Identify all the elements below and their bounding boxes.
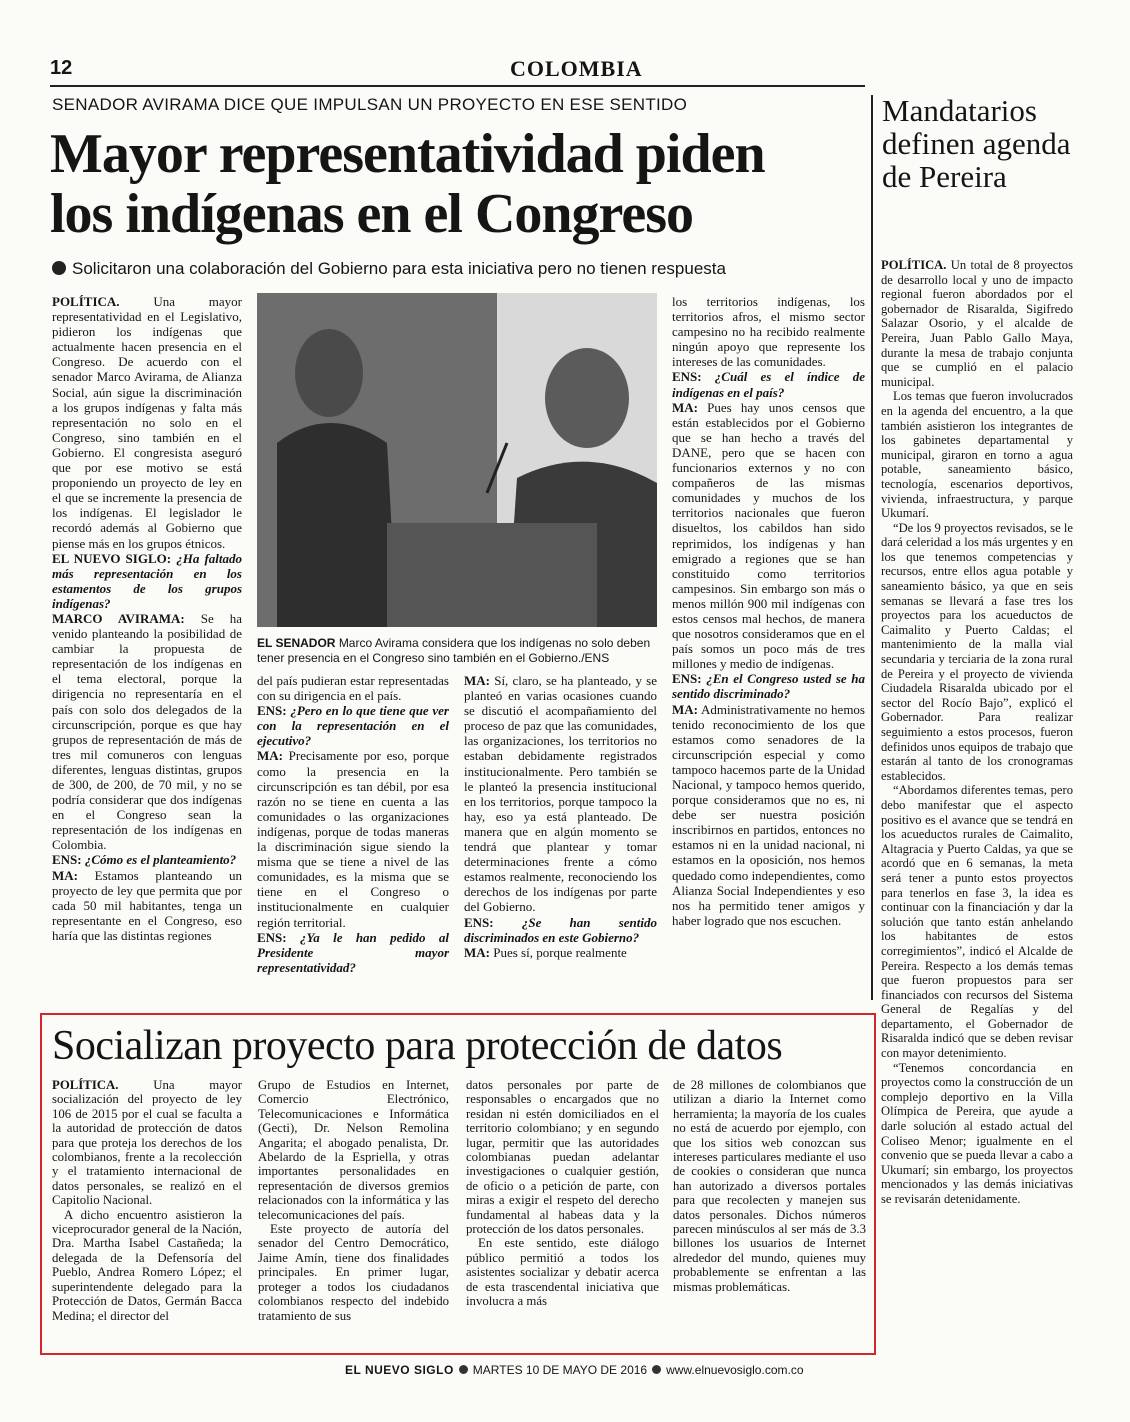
- footer: [345, 1363, 804, 1377]
- bottom-column-3: [466, 1078, 659, 1346]
- paragraph-text: Grupo de Estudios en Internet, Comercio Electrónico, Telecomunicaciones e Informática (Gecti), Dr. Nelson Remolina Angarita; el abogado penalista, Dr. Abelardo de la Espriella, y otras importantes personalidades en representación de diversos gremios relacionados con la informática y las telecomunicaciones del país.: [258, 1078, 449, 1222]
- paragraph-text: Una mayor socialización del proyecto de ley 106 de 2015 por el cual se faculta a la autoridad de protección de datos para que proteja los derechos de los colombianos, frente a la recolección y el tratamiento internacional de datos personales, se realizó en el Capitolio Nacional.: [52, 1078, 242, 1208]
- side-column: [881, 258, 1073, 1348]
- paragraph-lead: ENS:: [257, 703, 287, 719]
- interview-question: ¿Ya le han pedido al Presidente mayor representatividad?: [257, 929, 449, 975]
- header-rule: [50, 85, 865, 87]
- paragraph-text: Un total de 8 proyectos de desarrollo local y uno de impacto regional fueron abordados por el gobernador de Risaralda, Sigifredo Salazar Osorio, y el alcalde de Pereira, Juan Pablo Gallo Maya, durante la mesa de trabajo conjunta que se cumplió en el palacio municipal.: [881, 258, 1073, 389]
- paragraph-lead: MARCO AVIRAMA:: [52, 610, 185, 626]
- footer-url[interactable]: www.elnuevosiglo.com.co: [666, 1363, 804, 1377]
- photo-illustration: [257, 293, 657, 627]
- paragraph-lead: MA:: [464, 944, 490, 960]
- paragraph-text: “Tenemos concordancia en proyectos como la construcción de un complejo deportivo en la Villa Olímpica de Pereira, que ayude a darle solución al estado actual del Coliseo Menor; igualmente en el convenio que se pueda llevar a cabo a Ukumarí; sin embargo, los proyectos mencionados y las demás iniciativas se revisarán detenidamente.: [881, 1060, 1073, 1206]
- paragraph-text: Administrativamente no hemos tenido reconocimiento de los que estamos como senadores de la circunscripción especial y como tampoco hacemos parte de la Unidad Nacional, y tampoco hemos querido, porque consideramos que no es, ni debe ser nuestra posición inscribirnos en partidos, entonces no estamos ni en la unidad nacional, ni estamos en la oposición, nos hemos quedado como independientes, como Alianza Social Independientes y eso nos ha permitido tener amigos y haber logrado que nos escuchen.: [672, 701, 865, 928]
- interview-question: ¿Cuál es el índice de indígenas en el país?: [672, 369, 865, 400]
- section-title: COLOMBIA: [510, 56, 643, 81]
- footer-date: MARTES 10 DE MAYO DE 2016: [472, 1363, 648, 1377]
- paragraph-lead: ENS:: [672, 671, 702, 687]
- paragraph: [673, 1078, 866, 1294]
- paragraph: [258, 1222, 449, 1323]
- paragraph-text: “De los 9 proyectos revisados, se le dará celeridad a los más urgentes y en los que tenemos competencias y recursos, entre ellos agua potable y saneamiento básico, ya que en seis semanas se llevará a fase tres los proyectos para los acueductos de Caimalito y Puerto Caldas; el mantenimiento de la malla vial secundaria y terciaria de la zona rural de Pereira y el proyecto de vivienda Ciudadela Risaralda ubicado por el sector del Rocío Bajo”, explicó el Gobernador. Para realizar seguimiento a estos procesos, fueron definidos unos equipos de trabajo que estarán al tanto de los cronogramas establecidos.: [881, 520, 1073, 783]
- bottom-headline: Socializan proyecto para protección de datos: [52, 1023, 783, 1069]
- paragraph-text: Sí, claro, se ha planteado, y se planteó en varias ocasiones cuando se discutió el acompañamiento del proceso de paz que las comunidades, las organizaciones, los territorios no estaban debidamente registrados institucionalmente. Pero también se le planteó la presencia institucional en los territorios, porque tampoco la hay, eso ya está planteado. De manera que en algún momento se tendrá que plantear y tomar determinaciones frente a cómo estamos realmente, reconociendo los derechos de los indígenas por parte del Gobierno.: [464, 673, 657, 915]
- main-column-3: [464, 673, 657, 988]
- paragraph: [881, 783, 1073, 1060]
- paragraph: [257, 673, 449, 703]
- bottom-column-4: [673, 1078, 866, 1346]
- paragraph: [464, 915, 657, 945]
- paragraph-text: Estamos planteando un proyecto de ley que permita que por cada 50 mil habitantes, tenga un representante en el Congreso, eso haría que las distintas regiones: [52, 867, 242, 943]
- paragraph-text: A dicho encuentro asistieron la viceprocurador general de la Nación, Dra. Martha Isabel Castañeda; la delegada de la Defensoría del Pueblo, Andrea Romero López; el superintendente delegado para la Protección de Datos, Germán Bacca Medina; el director del: [52, 1207, 242, 1323]
- photo-caption: EL SENADOR Marco Avirama considera que los indígenas no solo deben tener presencia en el Congreso sino también en el Gobierno./ENS: [257, 636, 651, 665]
- paragraph-lead: ENS:: [52, 852, 82, 868]
- paragraph-lead: EL NUEVO SIGLO:: [52, 550, 172, 566]
- paragraph: [52, 551, 242, 611]
- side-headline: Mandatarios definen agenda de Pereira: [882, 93, 1071, 194]
- paragraph: [257, 703, 449, 748]
- paragraph-lead: POLÍTICA.: [881, 258, 947, 272]
- paragraph: [52, 611, 242, 853]
- paragraph: [464, 673, 657, 915]
- bottom-column-2: [258, 1078, 449, 1346]
- paragraph-lead: MA:: [672, 701, 698, 717]
- paragraph: [52, 852, 242, 867]
- paragraph-lead: ENS:: [464, 914, 494, 930]
- paragraph-lead: MA:: [257, 748, 283, 764]
- footer-logo: EL NUEVO SIGLO: [345, 1363, 454, 1377]
- bullet-icon: [652, 1365, 661, 1374]
- paragraph-text: los territorios indígenas, los territorios afros, el mismo sector campesino no ha recibido realmente ningún apoyo que represente los intereses de las comunidades.: [672, 294, 865, 370]
- interview-question: ¿Se han sentido discriminados en este Gobierno?: [464, 914, 657, 945]
- paragraph-text: Pues sí, porque realmente: [490, 944, 627, 960]
- bottom-column-1: [52, 1078, 242, 1346]
- main-kicker: SENADOR AVIRAMA DICE QUE IMPULSAN UN PROYECTO EN ESE SENTIDO: [52, 95, 688, 114]
- paragraph: [258, 1078, 449, 1222]
- paragraph: [52, 1078, 242, 1208]
- paragraph: [466, 1078, 659, 1236]
- bullet-icon: [459, 1365, 468, 1374]
- paragraph-text: En este sentido, este diálogo público permitió a todos los asistentes socializar y debatir acerca de esta trascendental iniciativa que involucra a más: [466, 1236, 659, 1309]
- main-column-1: [52, 294, 242, 988]
- paragraph: [52, 1208, 242, 1323]
- main-column-2: [257, 673, 449, 988]
- senator-photo: [257, 293, 657, 627]
- paragraph: [672, 671, 865, 701]
- paragraph-text: Este proyecto de autoría del senador del Centro Democrático, Jaime Amín, tiene dos finalidades principales. En primer lugar, proteger a todos los ciudadanos colombianos respecto del indebido tratamiento de sus: [258, 1222, 449, 1323]
- paragraph-text: Se ha venido planteando la posibilidad de cambiar la propuesta de representación de los indígenas en el tema electoral, porque la dirigencia no representaría en el país con solo dos delegados de la circunscripción, porque es que hay grupos de representación de más de tres mil comuneros con lenguas diferentes, lenguas distintas, grupos de 300, de 200, de 70 mil, y no se podría considerar que dos indígenas en el Congreso sean la representación de los indígenas en Colombia.: [52, 610, 242, 853]
- main-deck: Solicitaron una colaboración del Gobierno para esta iniciativa pero no tienen respuesta: [52, 259, 726, 279]
- paragraph-lead: POLÍTICA.: [52, 294, 120, 309]
- paragraph: [881, 258, 1073, 389]
- main-headline: Mayor representatividad piden los indígenas en el Congreso: [50, 123, 765, 245]
- paragraph-lead: ENS:: [672, 369, 702, 385]
- interview-question: ¿Ha faltado más representación en los estamentos de los grupos indígenas?: [52, 550, 242, 611]
- main-column-4: [672, 294, 865, 988]
- paragraph-text: Los temas que fueron involucrados en la agenda del encuentro, a la que también asistieron los integrantes de los gabinetes departamental y municipal, giraron en torno a agua potable, saneamiento básico, tecnología, escenarios deportivos, vivienda, infraestructura, y parque Ukumarí.: [881, 389, 1073, 521]
- paragraph-text: del país pudieran estar representadas con su dirigencia en el país.: [257, 673, 449, 704]
- paragraph: [672, 400, 865, 672]
- paragraph: [881, 389, 1073, 520]
- paragraph: [257, 930, 449, 975]
- paragraph-lead: POLÍTICA.: [52, 1078, 119, 1092]
- paragraph-text: de 28 millones de colombianos que utilizan a diario la Internet como herramienta; la mayoría de los cuales no está de acuerdo por ejemplo, con que los sitios web conozcan sus intereses particulares mediante el uso de cookies o consideran que nunca han autorizado a diversos portales para que recolecten y manejen sus datos personales. Dichos números parecen minúsculos al ser más de 3.3 billones los usuarios de Internet alrededor del mundo, quienes muy probablemente se enfrentan a las mismas problemáticas.: [673, 1078, 866, 1294]
- paragraph-lead: MA:: [464, 673, 490, 688]
- paragraph-lead: ENS:: [257, 929, 287, 945]
- paragraph-text: Precisamente por eso, porque como la presencia en la circunscripción es tan débil, por esa razón no se tiene en cuenta a las comunidades o las organizaciones indígenas, porque de todas maneras la discriminación sigue siendo la misma que se tiene a nivel de las comunidades, es la misma que se tiene en el Congreso o institucionalmente en cualquier región territorial.: [257, 748, 449, 930]
- paragraph-lead: MA:: [672, 399, 698, 415]
- bullet-icon: [52, 261, 66, 275]
- paragraph-text: Una mayor representatividad en el Legislativo, pidieron los indígenas que actualmente hacen presencia en el Congreso. De acuerdo con el senador Marco Avirama, de Alianza Social, aún sigue la discriminación a los grupos indígenas y falta más representación no solo en el Congreso, sino también en el Gobierno. El congresista aseguró que por ese motivo se está proponiendo un proyecto de ley en el que se incremente la presencia de los indígenas. El legislador le recordó además al Gobierno que piense más en los grupos étnicos.: [52, 294, 242, 551]
- paragraph: [672, 702, 865, 928]
- interview-question: ¿Cómo es el planteamiento?: [81, 852, 237, 868]
- paragraph: [52, 868, 242, 943]
- side-column-rule: [871, 95, 873, 1000]
- paragraph-lead: MA:: [52, 867, 78, 883]
- paragraph-text: datos personales por parte de responsables o encargados que no residan ni estén domiciliados en el territorio colombiano; y en segundo lugar, permitir que las autoridades colombianas puedan adelantar investigaciones o cualquier gestión, de oficio o a petición de parte, con miras a exigir el respeto del derecho fundamental al habeas data y la protección de los datos personales.: [466, 1078, 659, 1237]
- interview-question: ¿En el Congreso usted se ha sentido discriminado?: [672, 671, 865, 702]
- page-number: 12: [50, 57, 73, 79]
- interview-question: ¿Pero en lo que tiene que ver con la representación en el ejecutivo?: [257, 703, 449, 749]
- paragraph: [52, 294, 242, 551]
- paragraph: [672, 294, 865, 369]
- paragraph: [672, 369, 865, 399]
- paragraph: [881, 1061, 1073, 1207]
- paragraph-text: “Abordamos diferentes temas, pero debo manifestar que el aspecto positivo es el avance que se tendrá en los acueductos rurales de Caimalito, Altagracia y Puerto Caldas, ya que se acordó que en 6 semanas, la meta será tener a punto estos proyectos para tenerlos en fase 3, la idea es continuar con la financiación y dar la solución que tanto están anhelando los habitantes de estos corregimientos”, indicó el Alcalde de Pereira. Respecto a los demás temas que fueron propuestos para ser financiados con recursos del Sistema General de Regalías y del departamento, el Gobernador de Risaralda indicó que se deben revisar con mayor detenimiento.: [881, 783, 1073, 1061]
- paragraph: [464, 945, 657, 960]
- paragraph: [881, 521, 1073, 784]
- paragraph: [466, 1236, 659, 1308]
- paragraph-text: Pues hay unos censos que están establecidos por el Gobierno que se han hecho a través del DANE, pero que se hacen con funcionarios externos y no con compañeros de las mismas comunidades y muchos de los territorios nacionales que fueron disueltos, los cabildos han sido reprimidos, los indígenas y han emigrado a regiones que se han constituido como territorios campesinos. Sin embargo son más o menos millón 900 mil indígenas con estos censos mal hechos, de manera que nosotros consideramos que en el país somos un poco más de tres millones y medio de indígenas.: [672, 399, 865, 672]
- paragraph: [257, 748, 449, 929]
